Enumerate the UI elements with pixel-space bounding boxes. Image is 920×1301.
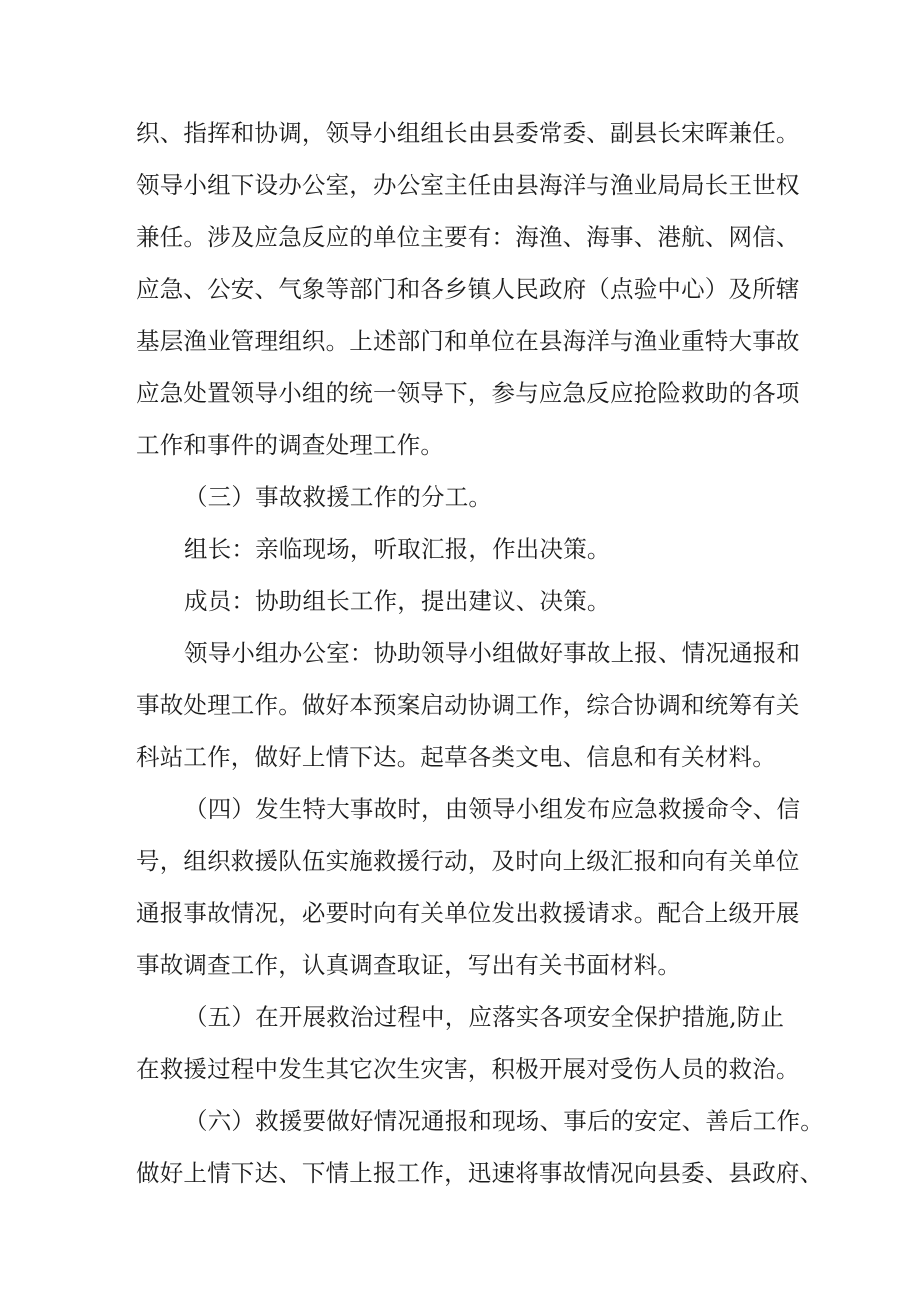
text-line: 应急处置领导小组的统一领导下，参与应急反应抢险救助的各项 bbox=[136, 379, 800, 407]
text-line: 基层渔业管理组织。上述部门和单位在县海洋与渔业重特大事故 bbox=[136, 327, 800, 355]
text-line: 工作和事件的调查处理工作。 bbox=[136, 431, 445, 459]
text-line: 成员：协助组长工作，提出建议、决策。 bbox=[184, 587, 611, 615]
section-heading-4: （四）发生特大事故时，由领导小组发布应急救援命令、信 bbox=[184, 795, 801, 823]
paragraph-start: 领导小组办公室：协助领导小组做好事故上报、情况通报和 bbox=[184, 639, 801, 667]
text-line: 领导小组下设办公室，办公室主任由县海洋与渔业局局长王世权 bbox=[136, 171, 800, 199]
text-line: 织、指挥和协调，领导小组组长由县委常委、副县长宋晖兼任。 bbox=[136, 119, 800, 147]
text-line: 应急、公安、气象等部门和各乡镇人民政府（点验中心）及所辖 bbox=[136, 275, 800, 303]
text-line: 号，组织救援队伍实施救援行动，及时向上级汇报和向有关单位 bbox=[136, 847, 800, 875]
text-line: 做好上情下达、下情上报工作，迅速将事故情况向县委、县政府、 bbox=[136, 1159, 824, 1187]
text-line: 通报事故情况，必要时向有关单位发出救援请求。配合上级开展 bbox=[136, 899, 800, 927]
section-heading-3: （三）事故救援工作的分工。 bbox=[184, 483, 493, 511]
text-line: 兼任。涉及应急反应的单位主要有：海渔、海事、港航、网信、 bbox=[136, 223, 800, 251]
text-line: 事故处理工作。做好本预案启动协调工作，综合协调和统筹有关 bbox=[136, 691, 800, 719]
text-line: 在救援过程中发生其它次生灾害，积极开展对受伤人员的救治。 bbox=[136, 1055, 800, 1083]
section-heading-5: （五）在开展救治过程中，应落实各项安全保护措施,防止 bbox=[184, 1003, 785, 1031]
text-line: 组长：亲临现场，听取汇报，作出决策。 bbox=[184, 535, 611, 563]
section-heading-6: （六）救援要做好情况通报和现场、事后的安定、善后工作。 bbox=[184, 1107, 824, 1135]
text-line: 科站工作，做好上情下达。起草各类文电、信息和有关材料。 bbox=[136, 743, 776, 771]
text-line: 事故调查工作，认真调查取证，写出有关书面材料。 bbox=[136, 951, 682, 979]
